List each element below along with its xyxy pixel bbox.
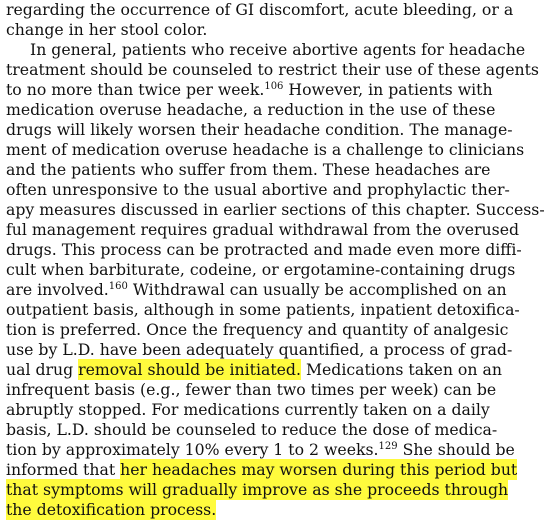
text-line: [6, 300, 520, 320]
text-line: [6, 260, 516, 280]
text-segment: ful management requires gradual withdrawal from the overused: [6, 220, 520, 239]
text-segment: abruptly stopped. For medications currently taken on a daily: [6, 400, 490, 419]
text-line: [6, 80, 493, 100]
text-segment: are involved.: [6, 280, 109, 299]
text-line: [6, 480, 509, 500]
highlighted-text: that symptoms will gradually improve as she proceeds through: [6, 480, 509, 499]
text-line: [6, 460, 518, 480]
citation-superscript: 106: [264, 81, 284, 92]
text-line: [6, 400, 490, 420]
text-line: [6, 360, 502, 380]
text-segment: drugs will likely worsen their headache condition. The manage-: [6, 120, 513, 139]
text-line: [6, 500, 455, 520]
text-segment: ment of medication overuse headache is a challenge to clinicians: [6, 140, 525, 159]
paragraph-first-line: [30, 40, 526, 60]
text-line: [6, 220, 520, 240]
text-line: [6, 0, 514, 20]
text-segment: tion by approximately 10% every 1 to 2 weeks.: [6, 440, 379, 459]
text-line: [6, 380, 497, 400]
text-segment: often unresponsive to the usual abortive and prophylactic ther-: [6, 180, 510, 199]
text-line: [6, 180, 510, 200]
text-segment: In general, patients who receive abortive agents for headache: [30, 40, 526, 59]
text-segment: apy measures discussed in earlier sections of this chapter. Success-: [6, 200, 545, 219]
text-line: [6, 140, 525, 160]
text-line: [6, 60, 539, 80]
text-segment: outpatient basis, although in some patients, inpatient detoxifica-: [6, 300, 520, 319]
text-line: [6, 160, 491, 180]
text-line: [6, 240, 522, 260]
text-line: [6, 340, 513, 360]
text-line: [6, 440, 515, 460]
highlighted-text: her headaches may worsen during this period but: [120, 460, 518, 479]
citation-superscript: 160: [108, 281, 128, 292]
text-segment: change in her stool color.: [6, 20, 208, 39]
text-segment: and the patients who suffer from them. These headaches are: [6, 160, 491, 179]
highlighted-text: the detoxification process.: [6, 500, 217, 519]
text-segment: to no more than twice per week.: [6, 80, 265, 99]
text-segment: medication overuse headache, a reduction in the use of these: [6, 100, 496, 119]
text-segment: tion is preferred. Once the frequency and quantity of analgesic: [6, 320, 509, 339]
citation-superscript: 129: [378, 441, 398, 452]
text-segment: informed that: [6, 460, 121, 479]
text-segment: basis, L.D. should be counseled to reduce the dose of medica-: [6, 420, 498, 439]
text-segment: Medications taken on an: [300, 360, 502, 379]
text-segment: However, in patients with: [283, 80, 493, 99]
text-segment: drugs. This process can be protracted and made even more diffi-: [6, 240, 522, 259]
text-line: [6, 200, 545, 220]
text-line: [6, 280, 507, 300]
text-segment: Withdrawal can usually be accomplished on an: [127, 280, 507, 299]
text-segment: use by L.D. have been adequately quantified, a process of grad-: [6, 340, 513, 359]
text-line: [6, 420, 498, 440]
text-line: [6, 100, 496, 120]
highlighted-text: removal should be initiated.: [78, 360, 301, 379]
text-segment: regarding the occurrence of GI discomfort, acute bleeding, or a: [6, 0, 514, 19]
text-segment: cult when barbiturate, codeine, or ergotamine-containing drugs: [6, 260, 516, 279]
text-segment: treatment should be counseled to restrict their use of these agents: [6, 60, 539, 79]
text-segment: ual drug: [6, 360, 79, 379]
text-line: [6, 320, 509, 340]
text-segment: infrequent basis (e.g., fewer than two times per week) can be: [6, 380, 497, 399]
text-line: [6, 20, 455, 40]
text-line: [6, 120, 513, 140]
text-segment: She should be: [397, 440, 515, 459]
